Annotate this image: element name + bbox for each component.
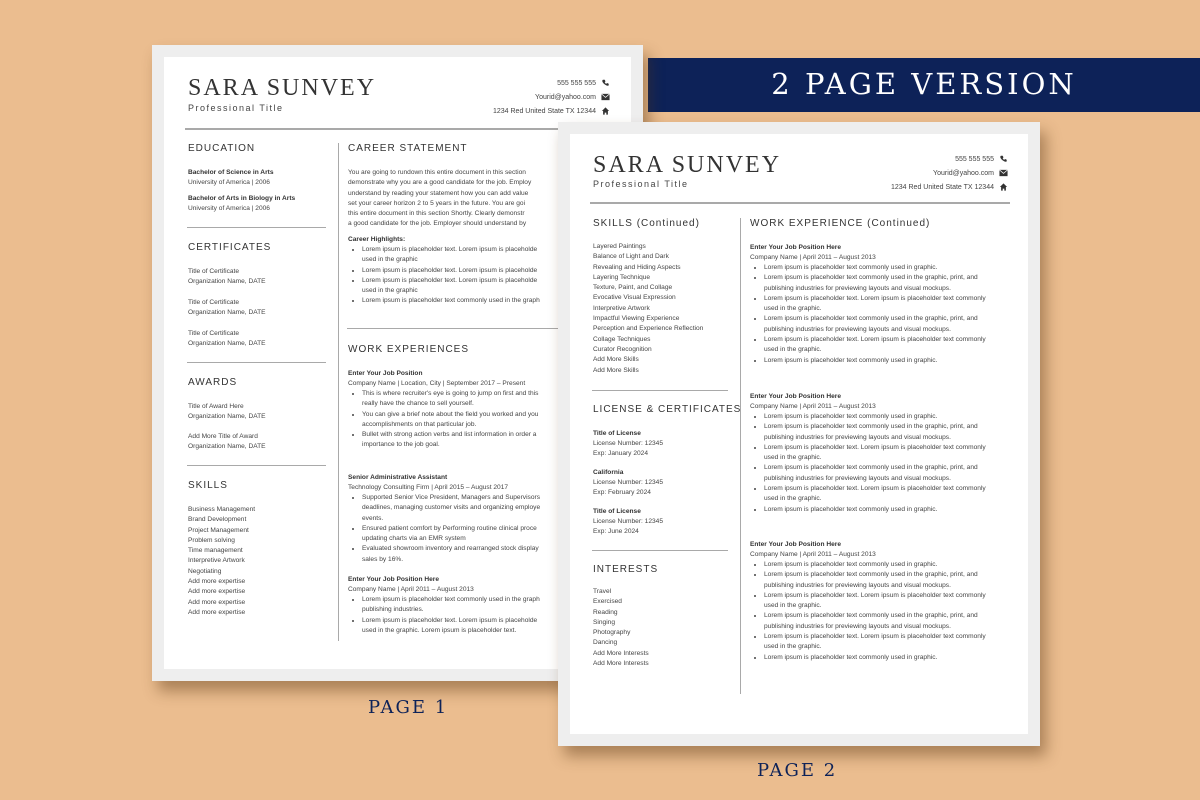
bullet-line: Lorem ipsum is placeholder text commonly used in the graphic, print, and (764, 274, 978, 282)
job-bullet (764, 484, 986, 505)
job-meta: Company Name | April 2011 – August 2013 (348, 586, 474, 593)
job-bullet (764, 632, 986, 653)
license-title: Title of License (593, 508, 641, 515)
contact-phone (493, 77, 610, 91)
job-bullet: • Lorem ipsum is placeholder text commonly used in graphic. (764, 560, 986, 570)
bullet-line: Lorem ipsum is placeholder text. Lorem ipsum is placeholder text commonly (764, 633, 986, 641)
job-bullet: • Lorem ipsum is placeholder text commonly used in graphic. (764, 505, 986, 515)
job-bullet (764, 273, 986, 294)
interest-item: Travel (593, 588, 612, 595)
interest-item: Dancing (593, 639, 618, 647)
interest-item: Reading (593, 608, 618, 616)
contact-email (891, 167, 1008, 181)
bullet-line: used in the graphic. (764, 305, 822, 313)
bullet-line: used in the graphic. (764, 346, 822, 354)
job-title: Enter Your Job Position Here (348, 576, 439, 583)
skill-item: Brand Development (188, 516, 247, 524)
bullet-line: publishing industries for previewing layouts and visual mockups. (764, 581, 951, 589)
job-bullet (764, 443, 986, 464)
education-school: University of America | 2006 (188, 205, 270, 212)
job-bullet-continuation: updating charts via an EMR system (362, 535, 466, 543)
skill-item: Interpretive Artwork (188, 557, 245, 565)
job-bullet: • This is where recruiter's eye is going to jump on first and this (362, 389, 538, 399)
job-bullet (764, 335, 986, 356)
interest-item: Add More Interests (593, 660, 649, 668)
education-degree: Bachelor of Science in Arts (188, 169, 274, 176)
interests-list (593, 587, 649, 669)
certificate-org: Organization Name, DATE (188, 278, 266, 285)
skill-item: Perception and Experience Reflection (593, 325, 704, 333)
awards-heading: AWARDS (188, 377, 238, 388)
job-bullet (764, 463, 986, 484)
skills-heading: SKILLS (188, 480, 228, 491)
resume-title: Professional Title (593, 179, 689, 189)
email-text: Yourid@yahoo.com (933, 170, 994, 177)
skill-item: Texture, Paint, and Collage (593, 284, 673, 292)
bullet-line: Lorem ipsum is placeholder text. Lorem ipsum is placeholder text commonly (764, 485, 986, 493)
resume-title: Professional Title (188, 103, 284, 113)
award-org: Organization Name, DATE (188, 443, 266, 450)
license-exp: Exp: January 2024 (593, 450, 648, 457)
license-number: License Number: 12345 (593, 440, 664, 447)
job-bullet-continuation: really have the chance to sell yourself. (362, 400, 474, 408)
highlight-item: • Lorem ipsum is placeholder text. Lorem ipsum is placeholde (362, 266, 540, 276)
certificate-title: Title of Certificate (188, 268, 240, 275)
license-number: License Number: 12345 (593, 479, 664, 486)
contact-phone (891, 153, 1008, 167)
resume-page-2 (558, 122, 1040, 746)
job-meta: Company Name | April 2011 – August 2013 (750, 403, 876, 410)
contact-block (493, 77, 610, 119)
award-title: Title of Award Here (188, 403, 244, 410)
job-title: Enter Your Job Position Here (750, 541, 841, 548)
job-bullet (764, 591, 986, 612)
career-line: this entire document in this section Shortly. Clearly demonstr (348, 210, 525, 218)
email-text: Yourid@yahoo.com (535, 94, 596, 101)
skills-continued-heading: SKILLS (Continued) (593, 218, 700, 229)
career-line: You are going to rundown this entire document in this section (348, 169, 526, 176)
license-title: California (593, 469, 624, 476)
certificate-title: Title of Certificate (188, 330, 240, 337)
bullet-line: used in the graphic. (764, 602, 822, 610)
career-line: set your career horizon 2 to 5 years in the future. You are goi (348, 199, 526, 207)
section-divider (592, 550, 728, 551)
skill-item: Add more expertise (188, 588, 246, 596)
award-org: Organization Name, DATE (188, 413, 266, 420)
licenses-heading: LICENSE & CERTIFICATES (593, 404, 742, 415)
address-text: 1234 Red United State TX 12344 (890, 184, 994, 191)
job-bullet (764, 422, 986, 443)
section-divider (592, 390, 728, 391)
job-bullet: • Supported Senior Vice President, Managers and Supervisors (362, 493, 540, 503)
career-highlights-list (348, 245, 540, 307)
skill-item: Business Management (188, 506, 256, 513)
bullet-line: Lorem ipsum is placeholder text commonly used in the graphic, print, and (764, 464, 978, 472)
job-bullet: • You can give a brief note about the field you worked and you (362, 410, 538, 420)
job-bullet (764, 294, 986, 315)
job-meta: Company Name | April 2011 – August 2013 (750, 551, 876, 558)
job-bullet: • Ensured patient comfort by Performing routine clinical proce (362, 524, 540, 534)
skill-item: Negotiating (188, 567, 222, 575)
career-highlights-label: Career Highlights: (348, 236, 406, 243)
bullet-line: used in the graphic. (764, 643, 822, 651)
certificate-org: Organization Name, DATE (188, 309, 266, 316)
license-exp: Exp: February 2024 (593, 489, 651, 496)
highlight-item: • Lorem ipsum is placeholder text commonly used in the graph (362, 296, 540, 306)
section-divider (187, 465, 326, 466)
bullet-line: publishing industries for previewing layouts and visual mockups. (764, 474, 951, 482)
education-school: University of America | 2006 (188, 179, 270, 186)
job-bullets (348, 493, 540, 565)
skill-item: Problem solving (188, 536, 235, 544)
job-bullet-continuation: sales by 16%. (362, 555, 404, 563)
job-bullet-continuation: publishing industries. (362, 606, 424, 614)
license-exp: Exp: June 2024 (593, 528, 639, 535)
page-2-caption: PAGE 2 (757, 760, 838, 781)
job-bullet-continuation: accomplishments on that particular job. (362, 420, 477, 428)
bullet-line: publishing industries for previewing layouts and visual mockups. (764, 325, 951, 333)
bullet-line: Lorem ipsum is placeholder text commonly used in the graphic, print, and (764, 315, 978, 323)
highlight-item: • Lorem ipsum is placeholder text. Lorem ipsum is placeholde (362, 245, 540, 255)
home-icon (601, 107, 610, 115)
phone-text: 555 555 555 (557, 80, 596, 87)
bullet-line: publishing industries for previewing layouts and visual mockups. (764, 433, 951, 441)
job-bullets (750, 263, 986, 366)
license-number: License Number: 12345 (593, 518, 664, 525)
skill-item: Add More Skills (593, 356, 639, 364)
job-title: Enter Your Job Position (348, 370, 423, 377)
section-divider (187, 227, 326, 228)
skill-item: Time management (188, 547, 243, 555)
bullet-line: Lorem ipsum is placeholder text commonly used in the graphic, print, and (764, 423, 978, 431)
highlight-continuation: used in the graphic (362, 256, 418, 264)
job-bullet: • Lorem ipsum is placeholder text commonly used in graphic. (764, 263, 986, 273)
career-line: understand by reading your statement how you can add value (348, 189, 529, 197)
contact-address (891, 181, 1008, 195)
bullet-line: Lorem ipsum is placeholder text. Lorem ipsum is placeholder text commonly (764, 336, 986, 344)
skill-item: Interpretive Artwork (593, 304, 650, 312)
job-meta: Company Name | April 2011 – August 2013 (750, 254, 876, 261)
bullet-line: Lorem ipsum is placeholder text commonly used in the graphic, print, and (764, 612, 978, 620)
skill-item: Impactful Viewing Experience (593, 315, 680, 323)
job-bullet-continuation: used in the graphic. Lorem ipsum is placeholder text. (362, 626, 517, 634)
bullet-line: publishing industries for previewing layouts and visual mockups. (764, 622, 951, 630)
bullet-line: Lorem ipsum is placeholder text. Lorem ipsum is placeholder text commonly (764, 443, 986, 451)
job-bullet: • Lorem ipsum is placeholder text. Lorem ipsum is placeholde (362, 616, 540, 626)
bullet-line: used in the graphic. (764, 495, 822, 503)
mail-icon (601, 93, 610, 101)
highlight-item: • Lorem ipsum is placeholder text. Lorem ipsum is placeholde (362, 276, 540, 286)
interest-item: Add More Interests (593, 649, 649, 657)
job-bullets (348, 389, 538, 451)
job-bullet: • Bullet with strong action verbs and list information in order a (362, 430, 538, 440)
header-divider (185, 128, 609, 130)
license-title: Title of License (593, 430, 641, 437)
banner-text: 2 PAGE VERSION (771, 67, 1077, 101)
work-continued-heading: WORK EXPERIENCE (Continued) (750, 218, 931, 229)
contact-address (493, 105, 610, 119)
skill-item: Evocative Visual Expression (593, 294, 676, 302)
mail-icon (999, 169, 1008, 177)
job-meta: Company Name | Location, City | September 2017 – Present (348, 380, 526, 387)
job-bullet (764, 570, 986, 591)
section-divider (187, 362, 326, 363)
column-divider (740, 218, 741, 694)
job-meta: Technology Consulting Firm | April 2015 – August 2017 (348, 484, 509, 491)
interest-item: Exercised (593, 598, 622, 606)
career-line: a good candidate for the job. Employer should understand by (348, 220, 527, 228)
career-line: demonstrate why you are a good candidate for the job. Employ (348, 179, 532, 187)
phone-icon (601, 79, 610, 87)
skill-item: Layered Paintings (593, 243, 646, 250)
bullet-line: publishing industries for previewing layouts and visual mockups. (764, 284, 951, 292)
interest-item: Singing (593, 618, 615, 626)
contact-email (493, 91, 610, 105)
resume-name: SARA SUNVEY (593, 152, 782, 178)
bullet-line: Lorem ipsum is placeholder text. Lorem ipsum is placeholder text commonly (764, 591, 986, 599)
interests-heading: INTERESTS (593, 564, 659, 575)
skill-item: Project Management (188, 526, 249, 534)
phone-icon (999, 155, 1008, 163)
job-bullets (750, 412, 986, 515)
job-bullet-continuation: importance to the job goal. (362, 441, 440, 449)
highlight-continuation: used in the graphic (362, 287, 418, 295)
skill-item: Balance of Light and Dark (593, 253, 669, 261)
section-divider (347, 328, 567, 329)
column-divider (338, 143, 339, 641)
skills-list (593, 242, 703, 376)
job-bullet: • Lorem ipsum is placeholder text commonly used in graphic. (764, 653, 986, 663)
job-bullets (750, 560, 986, 663)
job-title: Enter Your Job Position Here (750, 244, 841, 251)
bullet-line: Lorem ipsum is placeholder text commonly used in the graphic, print, and (764, 571, 978, 579)
education-degree: Bachelor of Arts in Biology in Arts (188, 195, 296, 202)
award-title: Add More Title of Award (188, 433, 258, 440)
home-icon (999, 183, 1008, 191)
job-bullet-continuation: deadlines, managing customer visits and organizing employe (362, 504, 541, 512)
career-heading: CAREER STATEMENT (348, 143, 468, 154)
certificate-title: Title of Certificate (188, 299, 240, 306)
skill-item: Add more expertise (188, 578, 246, 586)
job-bullet-continuation: events. (362, 514, 384, 522)
skill-item: Curator Recognition (593, 345, 652, 353)
bullet-line: Lorem ipsum is placeholder text. Lorem ipsum is placeholder text commonly (764, 294, 986, 302)
certificates-heading: CERTIFICATES (188, 242, 272, 253)
bullet-line: used in the graphic. (764, 454, 822, 462)
education-heading: EDUCATION (188, 143, 256, 154)
job-bullet: • Lorem ipsum is placeholder text commonly used in graphic. (764, 356, 986, 366)
skill-item: Add More Skills (593, 366, 639, 374)
job-title: Senior Administrative Assistant (348, 474, 448, 481)
job-bullet (764, 314, 986, 335)
page-1-caption: PAGE 1 (368, 697, 449, 718)
skill-item: Collage Techniques (593, 335, 651, 343)
job-bullet: • Lorem ipsum is placeholder text commonly used in the graph (362, 595, 540, 605)
skill-item: Add more expertise (188, 608, 246, 616)
job-title: Enter Your Job Position Here (750, 393, 841, 400)
version-banner (648, 58, 1200, 112)
job-bullet (764, 611, 986, 632)
skill-item: Add more expertise (188, 598, 246, 606)
skill-item: Revealing and Hiding Aspects (593, 263, 681, 271)
header-divider (590, 202, 1010, 204)
phone-text: 555 555 555 (955, 156, 994, 163)
job-bullets (348, 595, 540, 636)
address-text: 1234 Red United State TX 12344 (492, 108, 596, 115)
skills-list (188, 505, 255, 618)
contact-block (891, 153, 1008, 195)
work-heading: WORK EXPERIENCES (348, 344, 470, 355)
job-bullet: • Lorem ipsum is placeholder text commonly used in graphic. (764, 412, 986, 422)
resume-name: SARA SUNVEY (188, 75, 377, 101)
certificate-org: Organization Name, DATE (188, 340, 266, 347)
skill-item: Layering Technique (593, 273, 651, 281)
interest-item: Photography (593, 629, 631, 637)
job-bullet: • Evaluated showroom inventory and rearranged stock display (362, 544, 540, 554)
career-paragraph (348, 168, 531, 230)
